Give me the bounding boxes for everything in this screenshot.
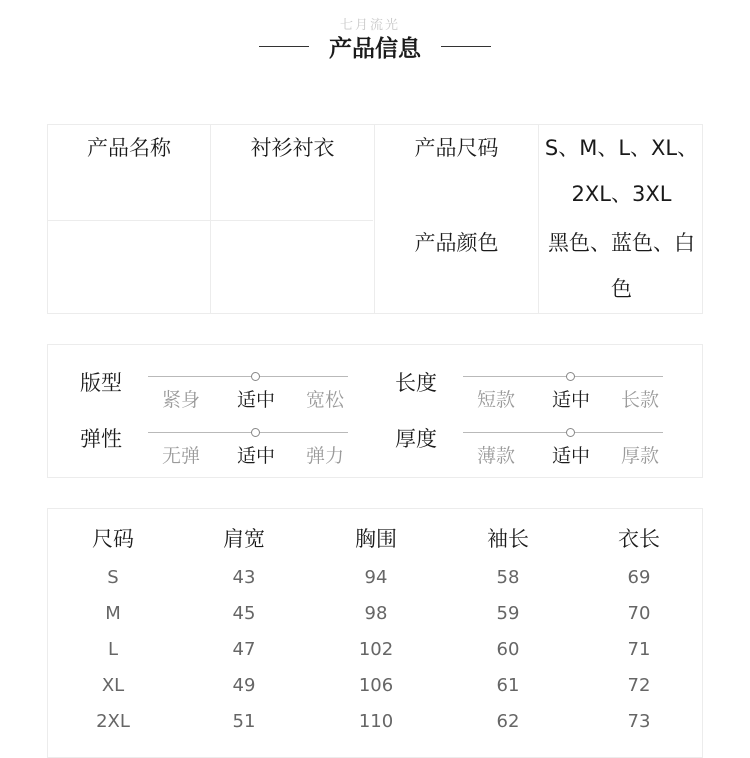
size-cell: 70 [627,603,651,624]
attr-option: 弹力 [305,445,344,467]
size-cell: 51 [232,711,256,732]
size-header: 肩宽 [223,527,265,551]
attr-option-selected: 适中 [236,445,275,467]
attr-marker-elasticity [251,428,260,437]
attr-option: 紧身 [161,389,200,411]
attr-scale-length [463,376,663,377]
size-cell: 49 [232,675,256,696]
product-color-label: 产品颜色 [414,231,499,255]
size-cell: 45 [232,603,256,624]
size-cell: 43 [232,567,256,588]
product-info-table [47,124,703,314]
size-cell: 73 [627,711,651,732]
attr-option-selected: 适中 [236,389,275,411]
size-cell: 2XL [96,711,130,732]
heading-rule-left [259,46,309,47]
size-header: 尺码 [92,527,134,551]
size-header: 胸围 [355,527,397,551]
attr-marker-fit [251,372,260,381]
size-cell: 60 [496,639,520,660]
attr-option: 短款 [476,389,515,411]
size-cell: L [107,639,119,660]
info-divider [211,220,373,221]
attr-option-selected: 适中 [551,445,590,467]
attr-label-thickness: 厚度 [395,427,437,451]
size-cell: 102 [358,639,394,660]
size-cell: 71 [627,639,651,660]
attr-marker-thickness [566,428,575,437]
attr-label-length: 长度 [395,371,437,395]
attr-option: 无弹 [161,445,200,467]
size-cell: 58 [496,567,520,588]
size-cell: M [105,603,121,624]
attr-scale-elasticity [148,432,348,433]
attr-marker-length [566,372,575,381]
attr-label-fit: 版型 [80,371,122,395]
size-chart-table [47,508,703,758]
product-size-value-line1: S、M、L、XL、 [544,136,699,160]
size-cell: 69 [627,567,651,588]
section-heading [0,30,750,63]
fit-attributes-panel [47,344,703,478]
product-name-label: 产品名称 [87,136,171,160]
size-header: 衣长 [618,527,660,551]
product-size-value-line2: 2XL、3XL [571,182,672,206]
size-cell: 61 [496,675,520,696]
product-color-value-line1: 黑色、蓝色、白 [548,231,695,255]
size-cell: 62 [496,711,520,732]
attr-scale-thickness [463,432,663,433]
size-cell: 98 [364,603,388,624]
product-size-label: 产品尺码 [414,136,499,160]
attr-option: 宽松 [305,389,344,411]
watermark-text: 七月流光 [340,18,401,33]
attr-scale-fit [148,376,348,377]
size-cell: XL [101,675,125,696]
attr-option: 薄款 [476,445,515,467]
info-divider [48,220,210,221]
attr-option-selected: 适中 [551,389,590,411]
size-cell: 110 [358,711,394,732]
attr-label-elasticity: 弹性 [80,427,122,451]
product-color-value-line2: 色 [611,277,632,301]
heading-rule-right [441,46,491,47]
heading-title: 产品信息 [329,36,421,62]
size-header: 袖长 [487,527,529,551]
size-cell: 106 [358,675,394,696]
product-name-value: 衬衫衬衣 [250,136,335,160]
size-cell: 72 [627,675,651,696]
size-cell: 47 [232,639,256,660]
size-cell: 59 [496,603,520,624]
attr-option: 厚款 [620,445,659,467]
attr-option: 长款 [620,389,659,411]
size-cell: 94 [364,567,388,588]
size-cell: S [107,567,119,588]
